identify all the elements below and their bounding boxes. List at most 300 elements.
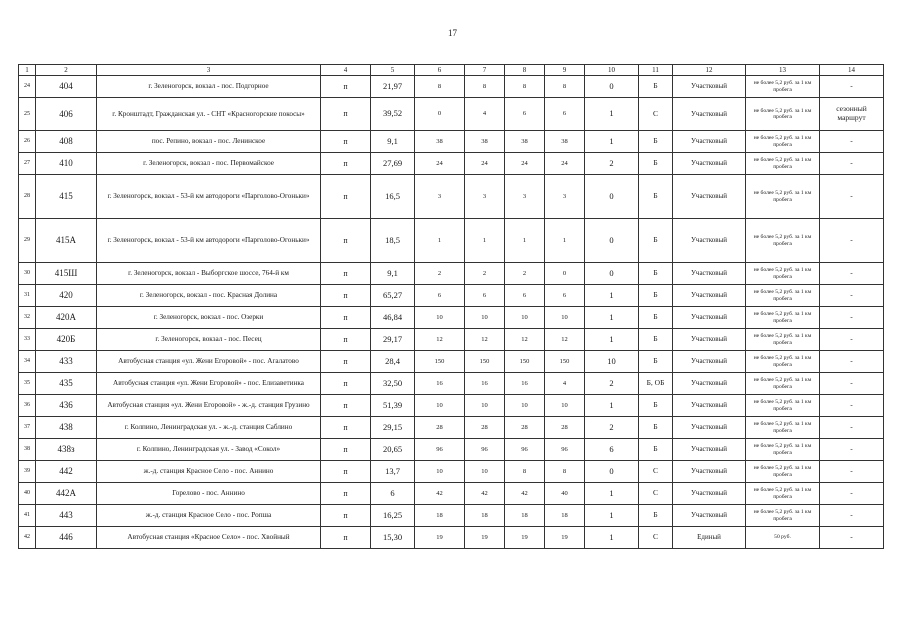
row-number: 34 (19, 351, 36, 373)
vehicles-col-8: 38 (505, 131, 545, 153)
fare-rule: не более 5,2 руб. за 1 км пробега (746, 263, 820, 285)
fare-rule: 50 руб. (746, 527, 820, 549)
reserve-count: 1 (585, 98, 639, 131)
reserve-count: 2 (585, 153, 639, 175)
route-number: 433 (36, 351, 97, 373)
vehicle-class: Б (639, 351, 673, 373)
fare-rule: не более 5,2 руб. за 1 км пробега (746, 417, 820, 439)
vehicles-col-9: 38 (545, 131, 585, 153)
route-type: п (321, 329, 371, 351)
vehicles-col-6: 24 (415, 153, 465, 175)
fare-rule: не более 5,2 руб. за 1 км пробега (746, 131, 820, 153)
vehicles-col-8: 10 (505, 307, 545, 329)
vehicles-col-8: 2 (505, 263, 545, 285)
vehicles-col-6: 0 (415, 98, 465, 131)
route-path: г. Зеленогорск, вокзал - пос. Песец (97, 329, 321, 351)
column-number: 2 (36, 65, 97, 76)
vehicles-col-8: 150 (505, 351, 545, 373)
route-number: 420А (36, 307, 97, 329)
route-length: 16,5 (371, 175, 415, 219)
tariff-kind: Участковый (673, 98, 746, 131)
table-row (19, 175, 884, 219)
vehicles-col-6: 10 (415, 307, 465, 329)
page-number: 17 (448, 28, 457, 38)
vehicles-col-7: 24 (465, 153, 505, 175)
vehicles-col-9: 1 (545, 219, 585, 263)
vehicles-col-7: 18 (465, 505, 505, 527)
vehicles-col-8: 96 (505, 439, 545, 461)
fare-rule: не более 5,2 руб. за 1 км пробега (746, 285, 820, 307)
route-length: 18,5 (371, 219, 415, 263)
route-number: 442 (36, 461, 97, 483)
table-row (19, 439, 884, 461)
tariff-kind: Участковый (673, 439, 746, 461)
route-number: 408 (36, 131, 97, 153)
vehicle-class: С (639, 483, 673, 505)
tariff-kind: Участковый (673, 373, 746, 395)
vehicles-col-8: 10 (505, 395, 545, 417)
fare-rule: не более 5,2 руб. за 1 км пробега (746, 307, 820, 329)
vehicles-col-6: 2 (415, 263, 465, 285)
reserve-count: 2 (585, 417, 639, 439)
tariff-kind: Участковый (673, 351, 746, 373)
note: - (820, 483, 884, 505)
tariff-kind: Участковый (673, 395, 746, 417)
route-number: 420 (36, 285, 97, 307)
route-length: 46,84 (371, 307, 415, 329)
vehicles-col-9: 150 (545, 351, 585, 373)
note: - (820, 153, 884, 175)
vehicles-col-6: 42 (415, 483, 465, 505)
vehicles-col-6: 6 (415, 285, 465, 307)
route-length: 28,4 (371, 351, 415, 373)
tariff-kind: Участковый (673, 505, 746, 527)
note: - (820, 307, 884, 329)
reserve-count: 0 (585, 461, 639, 483)
reserve-count: 1 (585, 131, 639, 153)
vehicles-col-9: 24 (545, 153, 585, 175)
row-number: 30 (19, 263, 36, 285)
vehicles-col-7: 19 (465, 527, 505, 549)
route-path: г. Зеленогорск, вокзал - пос. Озерки (97, 307, 321, 329)
tariff-kind: Участковый (673, 461, 746, 483)
note: - (820, 76, 884, 98)
route-number: 404 (36, 76, 97, 98)
column-number: 14 (820, 65, 884, 76)
vehicles-col-7: 150 (465, 351, 505, 373)
vehicle-class: Б (639, 153, 673, 175)
note: - (820, 461, 884, 483)
vehicles-col-6: 38 (415, 131, 465, 153)
column-number-row (19, 65, 884, 76)
route-type: п (321, 98, 371, 131)
vehicles-col-8: 16 (505, 373, 545, 395)
vehicles-col-9: 0 (545, 263, 585, 285)
route-type: п (321, 505, 371, 527)
table-row (19, 307, 884, 329)
route-number: 442А (36, 483, 97, 505)
column-number: 11 (639, 65, 673, 76)
tariff-kind: Участковый (673, 175, 746, 219)
route-type: п (321, 285, 371, 307)
route-type: п (321, 527, 371, 549)
row-number: 24 (19, 76, 36, 98)
vehicles-col-6: 1 (415, 219, 465, 263)
vehicle-class: Б (639, 505, 673, 527)
table-row (19, 263, 884, 285)
vehicles-col-6: 10 (415, 461, 465, 483)
route-length: 16,25 (371, 505, 415, 527)
vehicle-class: Б (639, 395, 673, 417)
fare-rule: не более 5,2 руб. за 1 км пробега (746, 461, 820, 483)
reserve-count: 2 (585, 373, 639, 395)
vehicles-col-9: 18 (545, 505, 585, 527)
reserve-count: 0 (585, 76, 639, 98)
route-length: 9,1 (371, 263, 415, 285)
vehicles-col-7: 10 (465, 395, 505, 417)
reserve-count: 1 (585, 285, 639, 307)
route-length: 27,69 (371, 153, 415, 175)
vehicle-class: С (639, 527, 673, 549)
note: - (820, 417, 884, 439)
note: - (820, 329, 884, 351)
note: - (820, 395, 884, 417)
row-number: 27 (19, 153, 36, 175)
route-path: г. Зеленогорск, вокзал - 53-й км автодороги «Парголово-Огоньки» (97, 219, 321, 263)
route-length: 15,30 (371, 527, 415, 549)
route-path: Автобусная станция «Красное Село» - пос. Хвойный (97, 527, 321, 549)
column-number: 4 (321, 65, 371, 76)
tariff-kind: Участковый (673, 329, 746, 351)
fare-rule: не более 5,2 руб. за 1 км пробега (746, 373, 820, 395)
routes-table (18, 64, 884, 549)
fare-rule: не более 5,2 руб. за 1 км пробега (746, 153, 820, 175)
route-type: п (321, 461, 371, 483)
vehicles-col-7: 2 (465, 263, 505, 285)
reserve-count: 0 (585, 219, 639, 263)
tariff-kind: Участковый (673, 417, 746, 439)
row-number: 36 (19, 395, 36, 417)
table-row (19, 373, 884, 395)
vehicles-col-9: 28 (545, 417, 585, 439)
reserve-count: 0 (585, 263, 639, 285)
vehicles-col-8: 1 (505, 219, 545, 263)
route-length: 20,65 (371, 439, 415, 461)
route-type: п (321, 131, 371, 153)
vehicles-col-9: 10 (545, 395, 585, 417)
column-number: 9 (545, 65, 585, 76)
column-number: 8 (505, 65, 545, 76)
route-length: 21,97 (371, 76, 415, 98)
vehicles-col-6: 19 (415, 527, 465, 549)
route-length: 32,50 (371, 373, 415, 395)
vehicle-class: Б (639, 175, 673, 219)
tariff-kind: Участковый (673, 285, 746, 307)
route-type: п (321, 417, 371, 439)
tariff-kind: Участковый (673, 263, 746, 285)
vehicles-col-9: 10 (545, 307, 585, 329)
column-number: 13 (746, 65, 820, 76)
vehicle-class: Б (639, 417, 673, 439)
route-path: г. Колпино, Ленинградская ул. - ж.-д. станция Саблино (97, 417, 321, 439)
route-length: 6 (371, 483, 415, 505)
vehicle-class: Б (639, 131, 673, 153)
reserve-count: 1 (585, 505, 639, 527)
row-number: 41 (19, 505, 36, 527)
vehicles-col-7: 42 (465, 483, 505, 505)
note: - (820, 263, 884, 285)
vehicles-col-6: 12 (415, 329, 465, 351)
fare-rule: не более 5,2 руб. за 1 км пробега (746, 395, 820, 417)
row-number: 31 (19, 285, 36, 307)
vehicles-col-6: 3 (415, 175, 465, 219)
fare-rule: не более 5,2 руб. за 1 км пробега (746, 219, 820, 263)
table-row (19, 527, 884, 549)
vehicles-col-6: 18 (415, 505, 465, 527)
note: - (820, 373, 884, 395)
route-number: 406 (36, 98, 97, 131)
vehicles-col-9: 19 (545, 527, 585, 549)
route-path: г. Зеленогорск, вокзал - 53-й км автодороги «Парголово-Огоньки» (97, 175, 321, 219)
row-number: 33 (19, 329, 36, 351)
fare-rule: не более 5,2 руб. за 1 км пробега (746, 439, 820, 461)
vehicle-class: Б, ОБ (639, 373, 673, 395)
note: - (820, 131, 884, 153)
vehicles-col-6: 8 (415, 76, 465, 98)
route-length: 39,52 (371, 98, 415, 131)
route-number: 415 (36, 175, 97, 219)
vehicle-class: Б (639, 263, 673, 285)
vehicles-col-9: 6 (545, 285, 585, 307)
vehicles-col-7: 38 (465, 131, 505, 153)
vehicles-col-8: 42 (505, 483, 545, 505)
reserve-count: 1 (585, 329, 639, 351)
vehicles-col-9: 8 (545, 76, 585, 98)
route-number: 443 (36, 505, 97, 527)
table-row (19, 131, 884, 153)
route-path: г. Колпино, Ленинградская ул. - Завод «Сокол» (97, 439, 321, 461)
vehicles-col-7: 8 (465, 76, 505, 98)
vehicle-class: Б (639, 285, 673, 307)
tariff-kind: Единый (673, 527, 746, 549)
table-row (19, 483, 884, 505)
note: - (820, 351, 884, 373)
vehicles-col-8: 12 (505, 329, 545, 351)
route-path: пос. Репино, вокзал - пос. Ленинское (97, 131, 321, 153)
route-path: г. Зеленогорск, вокзал - пос. Подгорное (97, 76, 321, 98)
row-number: 29 (19, 219, 36, 263)
vehicles-col-9: 4 (545, 373, 585, 395)
row-number: 42 (19, 527, 36, 549)
route-type: п (321, 439, 371, 461)
route-type: п (321, 175, 371, 219)
route-type: п (321, 395, 371, 417)
route-type: п (321, 307, 371, 329)
route-type: п (321, 483, 371, 505)
fare-rule: не более 5,2 руб. за 1 км пробега (746, 98, 820, 131)
reserve-count: 1 (585, 395, 639, 417)
vehicles-col-8: 3 (505, 175, 545, 219)
vehicles-col-9: 6 (545, 98, 585, 131)
vehicles-col-9: 12 (545, 329, 585, 351)
note: - (820, 175, 884, 219)
note: - (820, 505, 884, 527)
route-path: Автобусная станция «ул. Жени Егоровой» - пос. Елизаветинка (97, 373, 321, 395)
routes-table-body (19, 65, 884, 549)
vehicles-col-9: 96 (545, 439, 585, 461)
fare-rule: не более 5,2 руб. за 1 км пробега (746, 505, 820, 527)
column-number: 7 (465, 65, 505, 76)
column-number: 3 (97, 65, 321, 76)
route-length: 65,27 (371, 285, 415, 307)
vehicle-class: С (639, 98, 673, 131)
reserve-count: 1 (585, 307, 639, 329)
vehicles-col-6: 96 (415, 439, 465, 461)
row-number: 32 (19, 307, 36, 329)
vehicle-class: Б (639, 307, 673, 329)
row-number: 35 (19, 373, 36, 395)
vehicles-col-7: 12 (465, 329, 505, 351)
vehicles-col-8: 24 (505, 153, 545, 175)
route-length: 13,7 (371, 461, 415, 483)
note: - (820, 527, 884, 549)
route-number: 438з (36, 439, 97, 461)
reserve-count: 1 (585, 483, 639, 505)
vehicles-col-6: 150 (415, 351, 465, 373)
reserve-count: 0 (585, 175, 639, 219)
column-number: 10 (585, 65, 639, 76)
route-number: 420Б (36, 329, 97, 351)
route-path: ж.-д. станция Красное Село - пос. Ропша (97, 505, 321, 527)
vehicles-col-9: 40 (545, 483, 585, 505)
tariff-kind: Участковый (673, 219, 746, 263)
vehicles-col-7: 96 (465, 439, 505, 461)
fare-rule: не более 5,2 руб. за 1 км пробега (746, 329, 820, 351)
route-number: 410 (36, 153, 97, 175)
route-number: 438 (36, 417, 97, 439)
tariff-kind: Участковый (673, 131, 746, 153)
route-path: Горелово - пос. Аннино (97, 483, 321, 505)
vehicles-col-7: 28 (465, 417, 505, 439)
table-row (19, 219, 884, 263)
vehicles-col-9: 3 (545, 175, 585, 219)
vehicles-col-8: 8 (505, 461, 545, 483)
row-number: 40 (19, 483, 36, 505)
table-row (19, 98, 884, 131)
vehicles-col-8: 6 (505, 285, 545, 307)
table-row (19, 76, 884, 98)
reserve-count: 10 (585, 351, 639, 373)
tariff-kind: Участковый (673, 76, 746, 98)
fare-rule: не более 5,2 руб. за 1 км пробега (746, 351, 820, 373)
vehicles-col-7: 3 (465, 175, 505, 219)
vehicles-col-9: 8 (545, 461, 585, 483)
route-type: п (321, 351, 371, 373)
route-path: г. Зеленогорск, вокзал - пос. Красная Долина (97, 285, 321, 307)
route-path: Автобусная станция «ул. Жени Егоровой» - пос. Агалатово (97, 351, 321, 373)
tariff-kind: Участковый (673, 307, 746, 329)
vehicles-col-6: 16 (415, 373, 465, 395)
vehicle-class: Б (639, 329, 673, 351)
route-length: 9,1 (371, 131, 415, 153)
table-row (19, 351, 884, 373)
vehicles-col-7: 10 (465, 307, 505, 329)
route-type: п (321, 263, 371, 285)
vehicles-col-8: 28 (505, 417, 545, 439)
vehicles-col-7: 6 (465, 285, 505, 307)
route-length: 51,39 (371, 395, 415, 417)
route-type: п (321, 373, 371, 395)
vehicles-col-8: 19 (505, 527, 545, 549)
row-number: 39 (19, 461, 36, 483)
route-type: п (321, 153, 371, 175)
route-path: г. Кронштадт, Гражданская ул. - СНТ «Красногорские покосы» (97, 98, 321, 131)
vehicles-col-8: 8 (505, 76, 545, 98)
note: сезонный маршрут (820, 98, 884, 131)
table-row (19, 285, 884, 307)
vehicles-col-8: 18 (505, 505, 545, 527)
column-number: 1 (19, 65, 36, 76)
reserve-count: 1 (585, 527, 639, 549)
route-length: 29,15 (371, 417, 415, 439)
column-number: 6 (415, 65, 465, 76)
column-number: 12 (673, 65, 746, 76)
vehicles-col-7: 4 (465, 98, 505, 131)
column-number: 5 (371, 65, 415, 76)
note: - (820, 439, 884, 461)
table-row (19, 505, 884, 527)
route-type: п (321, 76, 371, 98)
row-number: 26 (19, 131, 36, 153)
vehicle-class: С (639, 461, 673, 483)
vehicles-col-7: 16 (465, 373, 505, 395)
vehicle-class: Б (639, 439, 673, 461)
table-row (19, 329, 884, 351)
route-number: 415А (36, 219, 97, 263)
route-path: Автобусная станция «ул. Жени Егоровой» - ж.-д. станция Грузино (97, 395, 321, 417)
row-number: 28 (19, 175, 36, 219)
fare-rule: не более 5,2 руб. за 1 км пробега (746, 76, 820, 98)
table-row (19, 153, 884, 175)
vehicles-col-6: 10 (415, 395, 465, 417)
tariff-kind: Участковый (673, 153, 746, 175)
row-number: 25 (19, 98, 36, 131)
fare-rule: не более 5,2 руб. за 1 км пробега (746, 175, 820, 219)
vehicles-col-8: 6 (505, 98, 545, 131)
vehicle-class: Б (639, 219, 673, 263)
row-number: 38 (19, 439, 36, 461)
route-path: г. Зеленогорск, вокзал - Выборгское шоссе, 764-й км (97, 263, 321, 285)
tariff-kind: Участковый (673, 483, 746, 505)
note: - (820, 285, 884, 307)
route-number: 415Ш (36, 263, 97, 285)
route-path: г. Зеленогорск, вокзал - пос. Первомайское (97, 153, 321, 175)
route-type: п (321, 219, 371, 263)
table-row (19, 395, 884, 417)
route-number: 436 (36, 395, 97, 417)
route-number: 446 (36, 527, 97, 549)
vehicle-class: Б (639, 76, 673, 98)
fare-rule: не более 5,2 руб. за 1 км пробега (746, 483, 820, 505)
table-row (19, 417, 884, 439)
table-row (19, 461, 884, 483)
vehicles-col-6: 28 (415, 417, 465, 439)
note: - (820, 219, 884, 263)
vehicles-col-7: 10 (465, 461, 505, 483)
reserve-count: 6 (585, 439, 639, 461)
route-path: ж.-д. станция Красное Село - пос. Аннино (97, 461, 321, 483)
vehicles-col-7: 1 (465, 219, 505, 263)
